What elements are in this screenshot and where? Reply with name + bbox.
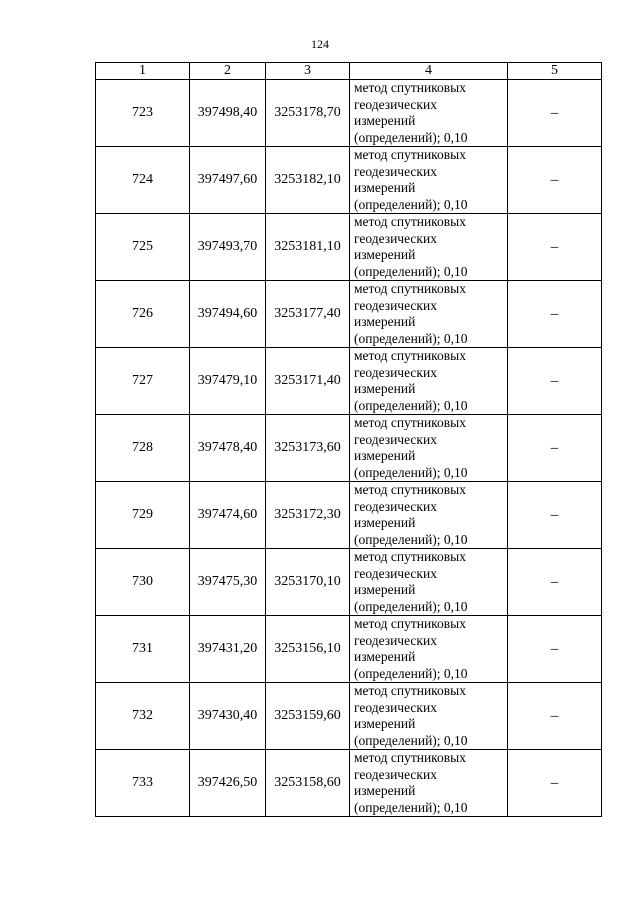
- description: –: [508, 80, 602, 147]
- point-number: 725: [96, 214, 190, 281]
- x-coordinate: 397494,60: [190, 281, 266, 348]
- description: –: [508, 415, 602, 482]
- point-number: 732: [96, 683, 190, 750]
- point-number: 723: [96, 80, 190, 147]
- point-number: 730: [96, 549, 190, 616]
- method-accuracy: метод спутниковых геодезических измерений (определений); 0,10: [350, 281, 508, 348]
- method-accuracy: метод спутниковых геодезических измерений (определений); 0,10: [350, 482, 508, 549]
- x-coordinate: 397479,10: [190, 348, 266, 415]
- x-coordinate: 397475,30: [190, 549, 266, 616]
- y-coordinate: 3253171,40: [266, 348, 350, 415]
- description: –: [508, 683, 602, 750]
- x-coordinate: 397474,60: [190, 482, 266, 549]
- page-number: 124: [311, 37, 329, 51]
- description: –: [508, 214, 602, 281]
- y-coordinate: 3253182,10: [266, 147, 350, 214]
- y-coordinate: 3253177,40: [266, 281, 350, 348]
- table-row: [96, 750, 602, 817]
- table-row: [96, 683, 602, 750]
- point-number: 731: [96, 616, 190, 683]
- y-coordinate: 3253156,10: [266, 616, 350, 683]
- point-number: 724: [96, 147, 190, 214]
- table-row: [96, 214, 602, 281]
- description: –: [508, 750, 602, 817]
- method-accuracy: метод спутниковых геодезических измерений (определений); 0,10: [350, 214, 508, 281]
- x-coordinate: 397497,60: [190, 147, 266, 214]
- y-coordinate: 3253173,60: [266, 415, 350, 482]
- point-number: 729: [96, 482, 190, 549]
- point-number: 727: [96, 348, 190, 415]
- y-coordinate: 3253158,60: [266, 750, 350, 817]
- x-coordinate: 397430,40: [190, 683, 266, 750]
- x-coordinate: 397498,40: [190, 80, 266, 147]
- method-accuracy: метод спутниковых геодезических измерений (определений); 0,10: [350, 549, 508, 616]
- method-accuracy: метод спутниковых геодезических измерений (определений); 0,10: [350, 415, 508, 482]
- table-row: [96, 281, 602, 348]
- column-header-5: 5: [508, 63, 602, 80]
- method-accuracy: метод спутниковых геодезических измерений (определений); 0,10: [350, 147, 508, 214]
- x-coordinate: 397478,40: [190, 415, 266, 482]
- method-accuracy: метод спутниковых геодезических измерений (определений); 0,10: [350, 616, 508, 683]
- description: –: [508, 147, 602, 214]
- y-coordinate: 3253159,60: [266, 683, 350, 750]
- table-row: [96, 616, 602, 683]
- y-coordinate: 3253178,70: [266, 80, 350, 147]
- method-accuracy: метод спутниковых геодезических измерений (определений); 0,10: [350, 750, 508, 817]
- description: –: [508, 616, 602, 683]
- description: –: [508, 482, 602, 549]
- method-accuracy: метод спутниковых геодезических измерений (определений); 0,10: [350, 683, 508, 750]
- y-coordinate: 3253172,30: [266, 482, 350, 549]
- coordinates-table: [95, 62, 602, 817]
- table-header-row: [96, 63, 602, 80]
- table-row: [96, 549, 602, 616]
- description: –: [508, 348, 602, 415]
- table-row: [96, 482, 602, 549]
- x-coordinate: 397493,70: [190, 214, 266, 281]
- description: –: [508, 549, 602, 616]
- table-row: [96, 147, 602, 214]
- method-accuracy: метод спутниковых геодезических измерений (определений); 0,10: [350, 348, 508, 415]
- table-row: [96, 415, 602, 482]
- column-header-1: 1: [96, 63, 190, 80]
- column-header-3: 3: [266, 63, 350, 80]
- y-coordinate: 3253181,10: [266, 214, 350, 281]
- x-coordinate: 397426,50: [190, 750, 266, 817]
- table-row: [96, 80, 602, 147]
- y-coordinate: 3253170,10: [266, 549, 350, 616]
- description: –: [508, 281, 602, 348]
- method-accuracy: метод спутниковых геодезических измерений (определений); 0,10: [350, 80, 508, 147]
- table-row: [96, 348, 602, 415]
- x-coordinate: 397431,20: [190, 616, 266, 683]
- point-number: 726: [96, 281, 190, 348]
- column-header-4: 4: [350, 63, 508, 80]
- point-number: 733: [96, 750, 190, 817]
- column-header-2: 2: [190, 63, 266, 80]
- point-number: 728: [96, 415, 190, 482]
